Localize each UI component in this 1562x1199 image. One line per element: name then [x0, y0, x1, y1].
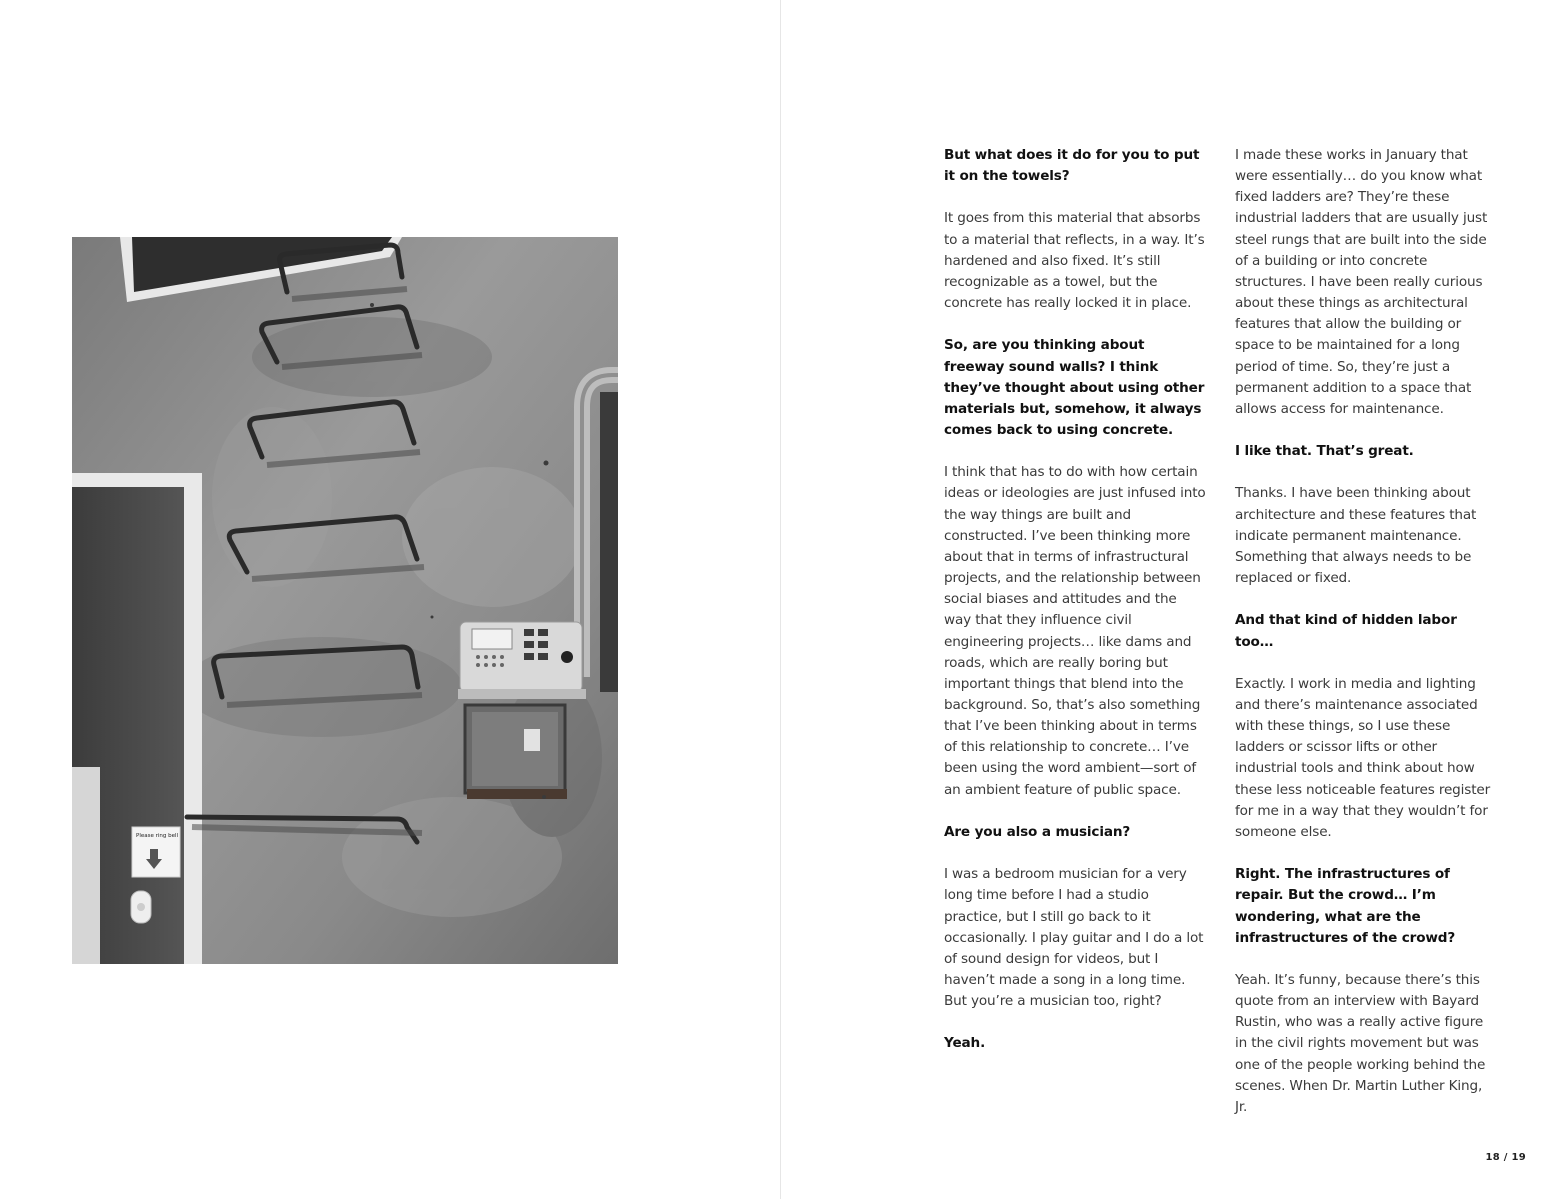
interview-answer: It goes from this material that absorbs to a material that reflects, in a way. It’s hardened and also fixed. It’s still recognizable as a towel, but the concrete has really locked it in place. [944, 210, 1205, 312]
interview-answer: Exactly. I work in media and lighting and there’s maintenance associated with these things, so I use these ladders or scissor lifts or other industrial tools and think about how these less noticeable features register for me in a way that they wouldn’t for someone else. [1235, 675, 1491, 840]
interview-question: Are you also a musician? [944, 823, 1131, 840]
ladder-photo [72, 237, 618, 964]
interview-question: But what does it do for you to put it on the towels? [944, 147, 1200, 185]
ladder-photo-graphic [72, 237, 618, 964]
interview-question: And that kind of hidden labor too… [1235, 612, 1457, 650]
interview-column-right [1235, 145, 1497, 1139]
sign-text: Please ring bell [136, 833, 179, 839]
page-number: 18 / 19 [1485, 1152, 1526, 1163]
interview-answer: I think that has to do with how certain ideas or ideologies are just infused into the way things are built and constructed. I’ve been thinking more about that in terms of infrastructural projects, and the relationship between social biases and attitudes and the way that they influence civil engineering projects… like dams and roads, which are really boring but important things that blend into the background. So, that’s also something that I’ve been thinking about in terms of this relationship to concrete… I’ve been using the word ambient—sort of an ambient feature of public space. [944, 464, 1206, 798]
interview-answer: I made these works in January that were essentially… do you know what fixed ladders are? They’re these industrial ladders that are usually just steel rungs that are built into the side of a building or into concrete structures. I have been really curious about these things as architectural features that allow the building or space to be maintained for a long period of time. So, they’re just a permanent addition to a space that allows access for maintenance. [1235, 147, 1488, 417]
interview-question: I like that. That’s great. [1235, 443, 1414, 460]
interview-column-left [944, 145, 1206, 1076]
interview-question: Yeah. [944, 1035, 986, 1052]
interview-answer: Thanks. I have been thinking about architecture and these features that indicate permanent maintenance. Something that always needs to be replaced or fixed. [1235, 485, 1477, 587]
interview-question: So, are you thinking about freeway sound walls? I think they’ve thought about using other materials but, somehow, it always comes back to using concrete. [944, 337, 1205, 438]
interview-answer: I was a bedroom musician for a very long time before I had a studio practice, but I still go back to it occasionally. I play guitar and I do a lot of sound design for videos, but I haven’t made a song in a long time. But you’re a musician too, right? [944, 866, 1204, 1010]
interview-answer: Yeah. It’s funny, because there’s this quote from an interview with Bayard Rustin, who was a really active figure in the civil rights movement but was one of the people working behind the scenes. When Dr. Martin Luther King, Jr. [1235, 972, 1486, 1115]
interview-question: Right. The infrastructures of repair. But the crowd… I’m wondering, what are the infrastructures of the crowd? [1235, 866, 1456, 946]
page-spread-divider [780, 0, 781, 1199]
